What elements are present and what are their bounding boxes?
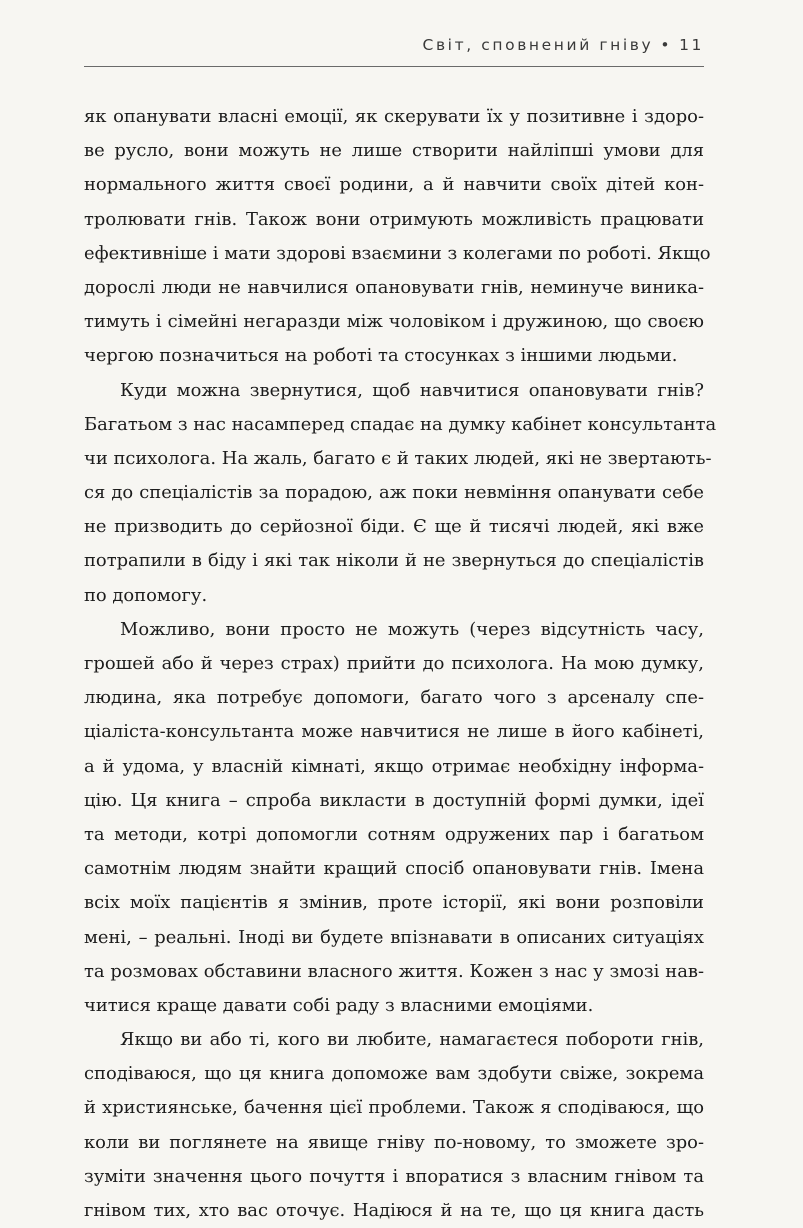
text-line: людина, яка потребує допомоги, багато чого з арсеналу спе-	[84, 687, 704, 709]
text-line: зуміти значення цього почуття і впоратися з власним гнівом та	[84, 1165, 704, 1187]
text-line: гнівом тих, хто вас оточує. Надіюся й на те, що ця книга дасть	[84, 1200, 704, 1221]
text-line: самотнім людям знайти кращий спосіб опановувати гнів. Імена	[84, 858, 704, 880]
text-line: по допомогу.	[84, 584, 208, 606]
text-line: тимуть і сімейні негаразди між чоловіком і дружиною, що своєю	[84, 311, 704, 333]
running-head	[84, 36, 704, 54]
text-line: та розмовах обставини власного життя. Кожен з нас у змозі нав-	[84, 960, 704, 982]
text-line: та методи, котрі допомогли сотням одружених пар і багатьом	[84, 823, 704, 845]
text-line: Куди можна звернутися, щоб навчитися опановувати гнів?	[120, 379, 704, 401]
text-line: й християнське, бачення цієї проблеми. Також я сподіваюся, що	[84, 1097, 704, 1119]
text-line: Можливо, вони просто не можуть (через відсутність часу,	[120, 618, 704, 640]
running-head-title: Світ, сповнений гніву	[422, 36, 654, 54]
running-head-separator: •	[660, 36, 673, 54]
text-line: не призводить до серйозної біди. Є ще й тисячі людей, які вже	[84, 516, 704, 538]
text-line: чергою позначиться на роботі та стосунках з іншими людьми.	[84, 345, 678, 367]
text-line: ся до спеціалістів за порадою, аж поки невміння опанувати себе	[84, 482, 704, 504]
text-line: ефективніше і мати здорові взаємини з колегами по роботі. Якщо	[84, 242, 711, 264]
text-line: чи психолога. На жаль, багато є й таких людей, які не звертають-	[84, 447, 712, 469]
text-line: Багатьом з нас насамперед спадає на думку кабінет консультанта	[84, 413, 717, 435]
text-line: а й удома, у власній кімнаті, якщо отримає необхідну інформа-	[84, 755, 704, 777]
paragraph	[84, 1023, 704, 1228]
paragraph	[84, 613, 704, 1023]
text-line: всіх моїх пацієнтів я змінив, проте історії, які вони розповіли	[84, 892, 704, 914]
text-line: читися краще давати собі раду з власними емоціями.	[84, 994, 594, 1016]
text-line: сподіваюся, що ця книга допоможе вам здобути свіже, зокрема	[84, 1063, 704, 1085]
text-line: дорослі люди не навчилися опановувати гнів, неминуче виника-	[84, 276, 704, 298]
text-line: ве русло, вони можуть не лише створити найліпші умови для	[84, 140, 704, 162]
text-line: потрапили в біду і які так ніколи й не звернуться до спеціалістів	[84, 550, 704, 572]
text-line: грошей або й через страх) прийти до психолога. На мою думку,	[84, 653, 704, 674]
page-number: 11	[679, 36, 704, 54]
text-line: тролювати гнів. Також вони отримують можливість працювати	[84, 208, 704, 230]
text-line: мені, – реальні. Іноді ви будете впізнавати в описаних ситуаціях	[84, 926, 704, 948]
paragraph	[84, 100, 711, 374]
text-line: цію. Ця книга – спроба викласти в доступній формі думки, ідеї	[84, 789, 704, 811]
paragraph	[84, 374, 717, 613]
text-line: Якщо ви або ті, кого ви любите, намагаєтеся побороти гнів,	[120, 1029, 704, 1051]
text-line: ціаліста-консультанта може навчитися не лише в його кабінеті,	[84, 721, 704, 743]
text-line: нормального життя своєї родини, а й навчити своїх дітей кон-	[84, 174, 704, 196]
text-line: як опанувати власні емоції, як скерувати їх у позитивне і здоро-	[84, 106, 704, 127]
text-line: коли ви поглянете на явище гніву по-новому, то зможете зро-	[84, 1131, 704, 1153]
body-text	[84, 100, 717, 1228]
header-rule	[84, 66, 704, 67]
